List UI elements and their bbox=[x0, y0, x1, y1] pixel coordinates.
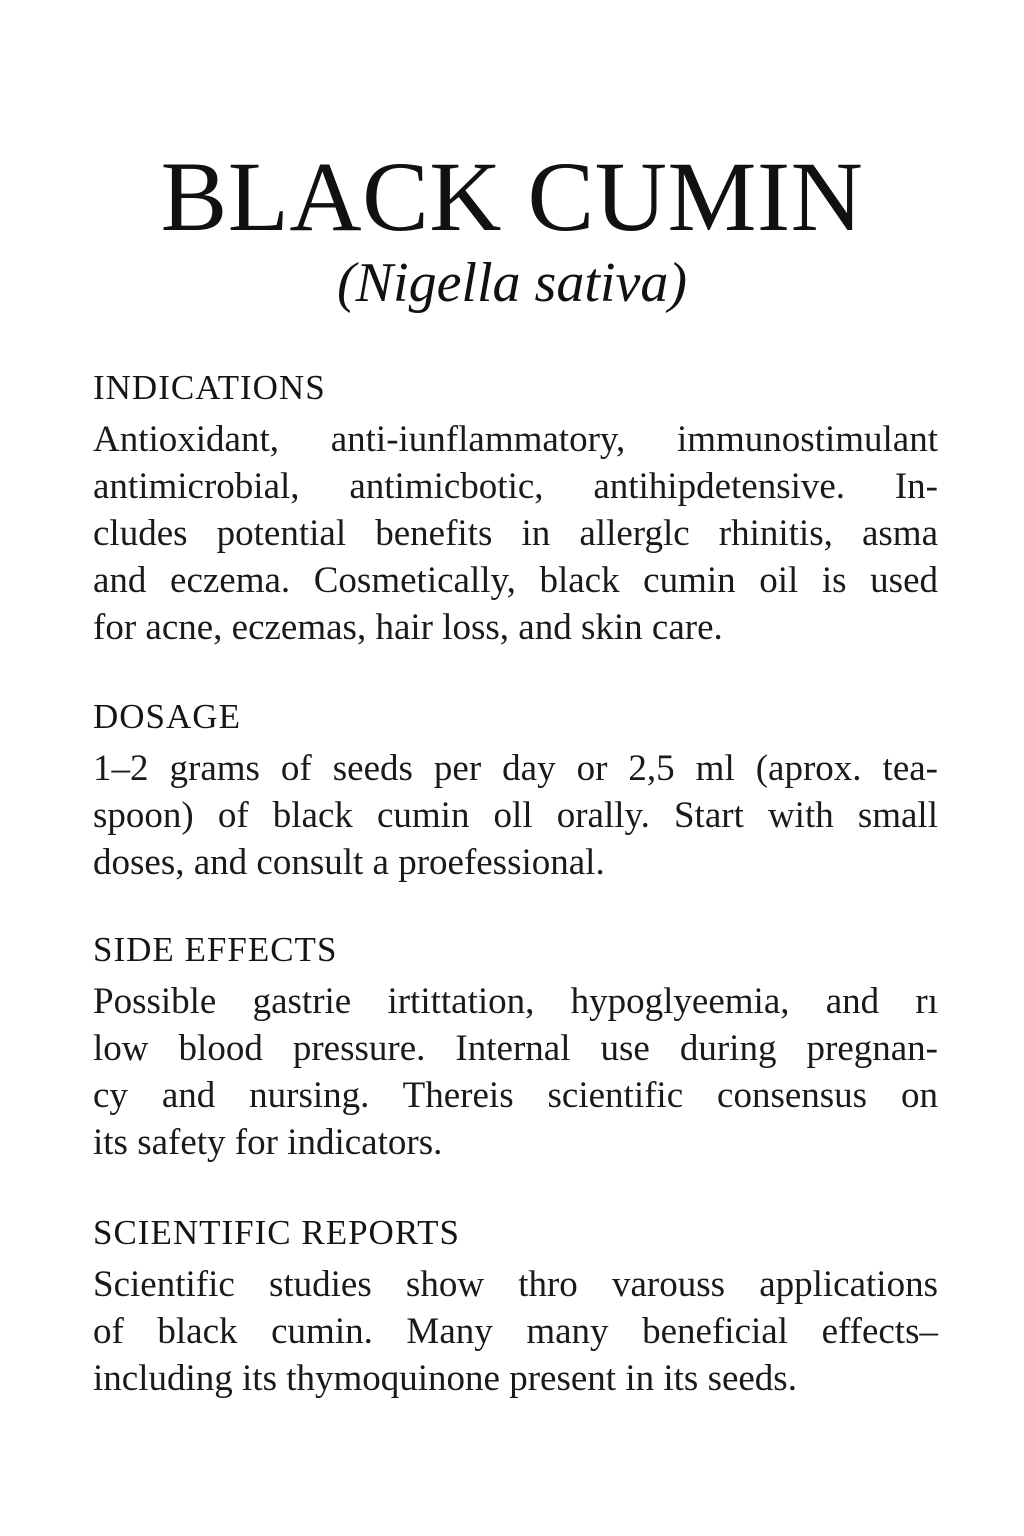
section-indications bbox=[93, 368, 938, 651]
section-side-effects bbox=[93, 930, 938, 1166]
section-heading: SCIENTIFIC REPORTS bbox=[93, 1213, 460, 1252]
body-line: Antioxidant, anti-iunflammatory, immunostimulant bbox=[93, 419, 938, 460]
body-line: spoon) of black cumin oll orally. Start with small bbox=[93, 795, 938, 836]
body-line: Possible gastrie irtittation, hypoglyeemia, and rı bbox=[93, 981, 938, 1022]
body-line: and eczema. Cosmetically, black cumin oil is used bbox=[93, 560, 938, 601]
body-line: 1–2 grams of seeds per day or 2,5 ml (aprox. tea- bbox=[93, 748, 938, 789]
body-line: including its thymoquinone present in its seeds. bbox=[93, 1358, 797, 1399]
page-subtitle: (Nigella sativa) bbox=[337, 252, 687, 314]
section-scientific-reports bbox=[93, 1213, 938, 1402]
body-line: for acne, eczemas, hair loss, and skin care. bbox=[93, 607, 723, 648]
body-line: antimicrobial, antimicbotic, antihipdetensive. In- bbox=[93, 466, 938, 507]
page-title: BLACK CUMIN bbox=[160, 141, 864, 252]
body-line: doses, and consult a proefessional. bbox=[93, 842, 605, 883]
section-heading: INDICATIONS bbox=[93, 368, 326, 407]
body-line: cy and nursing. Thereis scientific consensus on bbox=[93, 1075, 938, 1116]
body-line: Scientific studies show thro varouss applications bbox=[93, 1264, 938, 1305]
section-heading: SIDE EFFECTS bbox=[93, 930, 338, 969]
body-line: low blood pressure. Internal use during pregnan- bbox=[93, 1028, 938, 1069]
section-dosage bbox=[93, 697, 938, 886]
body-line: its safety for indicators. bbox=[93, 1122, 443, 1163]
section-heading: DOSAGE bbox=[93, 697, 241, 736]
body-line: cludes potential benefits in allerglc rhinitis, asma bbox=[93, 513, 938, 554]
body-line: of black cumin. Many many beneficial effects– bbox=[93, 1311, 938, 1352]
